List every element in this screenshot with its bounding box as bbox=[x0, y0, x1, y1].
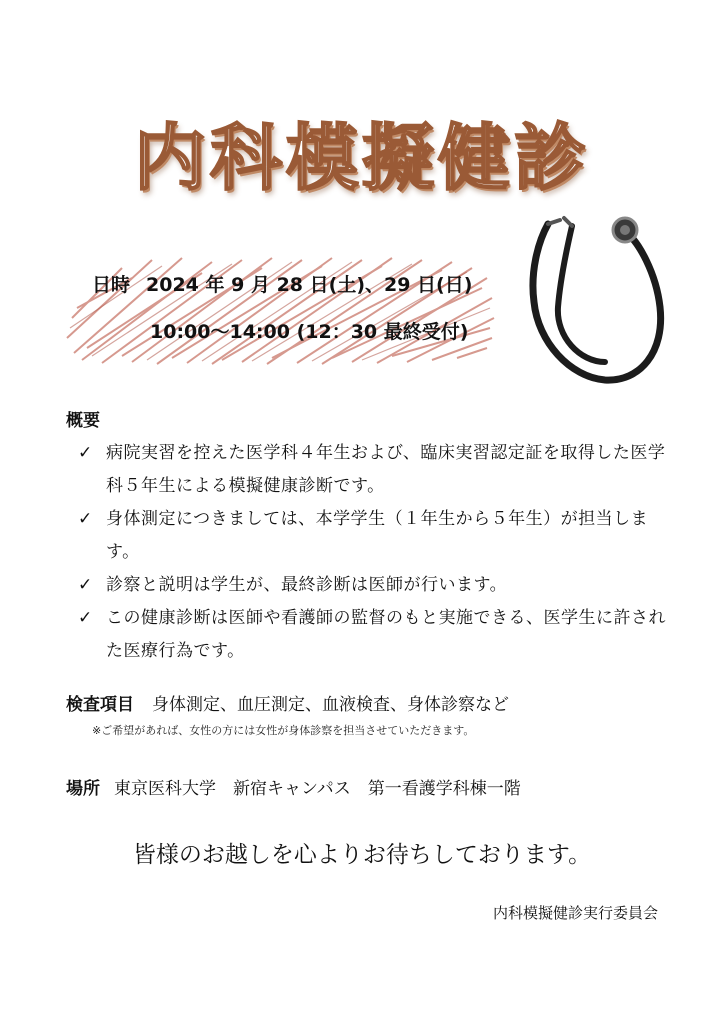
exam-label: 検査項目 bbox=[66, 695, 134, 715]
list-item bbox=[78, 569, 668, 602]
stethoscope-icon bbox=[520, 212, 670, 387]
welcome-message: 皆様のお越しを心よりお待ちしております。 bbox=[132, 842, 592, 868]
exam-list: 身体測定、血圧測定、血液検査、身体診察など bbox=[152, 695, 509, 715]
check-icon: ✓ bbox=[78, 608, 93, 628]
place-value: 東京医科大学 新宿キャンパス 第一看護学科棟一階 bbox=[114, 779, 521, 799]
event-datetime bbox=[92, 270, 472, 344]
check-icon: ✓ bbox=[78, 575, 93, 595]
list-item bbox=[78, 437, 668, 503]
list-item-text: 診察と説明は学生が、最終診断は医師が行います。 bbox=[106, 575, 508, 595]
check-icon: ✓ bbox=[78, 443, 93, 463]
event-dates: 2024 年 9 月 28 日(土)、29 日(日) bbox=[146, 274, 473, 296]
event-place bbox=[66, 774, 521, 799]
list-item bbox=[78, 503, 668, 569]
list-item bbox=[78, 602, 668, 668]
overview-list bbox=[78, 437, 668, 668]
page-title: 内科模擬健診 bbox=[133, 116, 590, 200]
place-label: 場所 bbox=[66, 779, 100, 799]
exam-items bbox=[66, 690, 509, 715]
list-item-text: 病院実習を控えた医学科４年生および、臨床実習認定証を取得した医学科５年生による模擬健康診断です。 bbox=[106, 443, 666, 496]
event-time: 10:00〜14:00 (12：30 最終受付) bbox=[150, 321, 469, 343]
exam-note: ※ご希望があれば、女性の方には女性が身体診察を担当させていただきます。 bbox=[92, 724, 475, 737]
datetime-label: 日時 bbox=[92, 274, 131, 296]
list-item-text: この健康診断は医師や看護師の監督のもと実施できる、医学生に許された医療行為です。 bbox=[106, 608, 666, 661]
overview-title: 概要 bbox=[66, 411, 100, 431]
check-icon: ✓ bbox=[78, 509, 93, 529]
list-item-text: 身体測定につきましては、本学学生（１年生から５年生）が担当します。 bbox=[106, 509, 649, 562]
committee-name: 内科模擬健診実行委員会 bbox=[492, 904, 658, 922]
